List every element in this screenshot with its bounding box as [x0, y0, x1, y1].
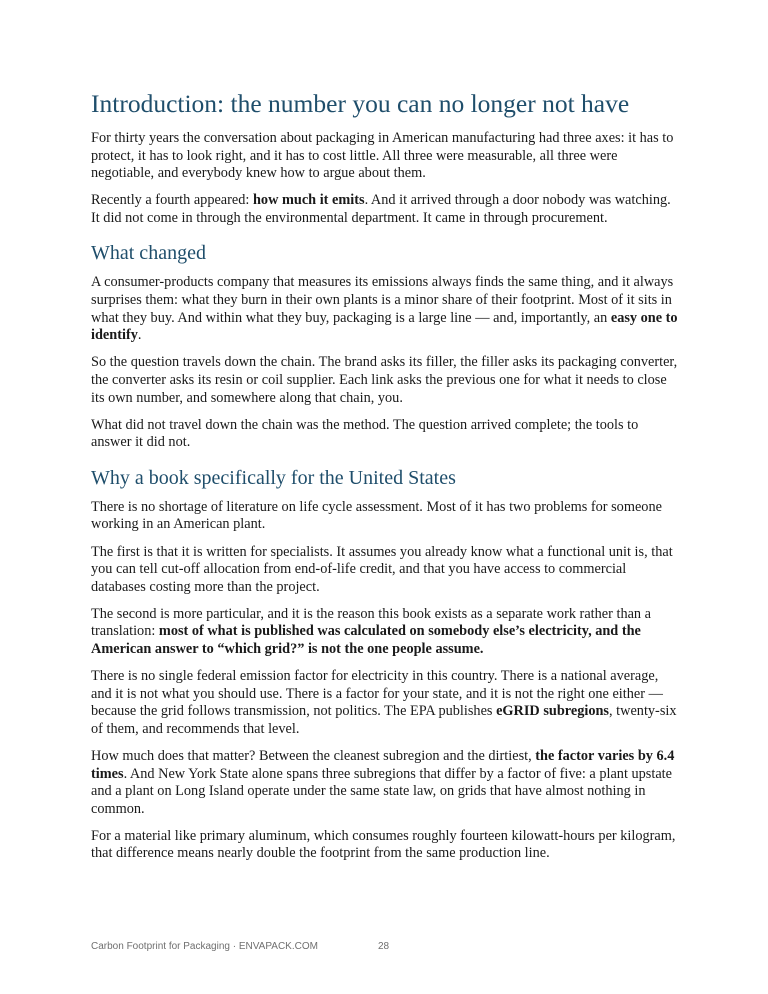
intro-paragraph-2 — [91, 192, 681, 227]
text-run: There is no single federal emission factor for electricity in this country. There is a national average, and it is not what you should use. There is a factor for your state, and it is not the right one either — because the grid follows transmission, not politics. The EPA publishes — [91, 668, 663, 720]
footer-title: Carbon Footprint for Packaging · ENVAPACK.COM — [91, 941, 318, 952]
section-heading-what-changed: What changed — [91, 242, 206, 265]
text-run: . And New York State alone spans three subregions that differ by a factor of five: a plant upstate and a plant on Long Island operate under the same state law, on grids that have almost nothing in common. — [91, 765, 673, 817]
intro-paragraph-1: For thirty years the conversation about packaging in American manufacturing had three axes: it has to protect, it has to look right, and it has to cost little. All three were measurable, all three were negotiable, and everybody knew how to argue about them. — [91, 130, 674, 182]
text-run: , twenty-six of them, and recommends that level. — [91, 703, 677, 737]
text-run: How much does that matter? Between the cleanest subregion and the dirtiest, — [91, 747, 536, 764]
page-body — [91, 88, 681, 873]
why-us-paragraph-1: There is no shortage of literature on life cycle assessment. Most of it has two problems for someone working in an American plant. — [91, 498, 662, 533]
why-us-paragraph-2: The first is that it is written for specialists. It assumes you already know what a functional unit is, that you can tell cut-off allocation from end-of-life credit, and that you have access to commercial databases costing more than the project. — [91, 543, 673, 595]
text-run: Recently a fourth appeared: — [91, 192, 253, 209]
text-run: A consumer-products company that measures its emissions always finds the same thing, and it always surprises them: what they burn in their own plants is a minor share of their footprint. Most of it sits in what they buy. And within what they buy, packaging is a large line — and, importantly, an — [91, 274, 674, 326]
why-us-paragraph-6: For a material like primary aluminum, which consumes roughly fourteen kilowatt-hours per kilogram, that difference means nearly double the footprint from the same production line. — [91, 827, 676, 862]
text-run: The second is more particular, and it is the reason this book exists as a separate work rather than a translation: — [91, 605, 652, 640]
chapter-title: Introduction: the number you can no longer not have — [91, 89, 630, 118]
bold-phrase: the factor varies by 6.4 times — [91, 747, 675, 782]
why-us-paragraph-4 — [91, 668, 681, 738]
bold-phrase: easy one to identify — [91, 309, 678, 344]
what-changed-paragraph-3: What did not travel down the chain was the method. The question arrived complete; the tools to answer it did not. — [91, 416, 639, 451]
what-changed-paragraph-2: So the question travels down the chain. The brand asks its filler, the filler asks its packaging converter, the converter asks its resin or coil supplier. Each link asks the previous one for what it needs to close its own number, and somewhere along that chain, you. — [91, 354, 678, 406]
text-run: . — [137, 327, 142, 344]
page-number: 28 — [378, 941, 390, 952]
why-us-paragraph-3 — [91, 606, 681, 659]
page-footer — [91, 941, 390, 952]
section-heading-why-us: Why a book specifically for the United States — [91, 466, 456, 489]
what-changed-paragraph-1 — [91, 274, 681, 344]
bold-phrase: most of what is published was calculated on somebody else’s electricity, and the American answer to “which grid?” is not the one people assume. — [91, 623, 641, 657]
bold-phrase: how much it emits — [252, 192, 365, 209]
bold-phrase: eGRID subregions — [496, 703, 609, 720]
why-us-paragraph-5 — [91, 748, 681, 818]
text-run: . And it arrived through a door nobody was watching. It did not come in through the environmental department. It came in through procurement. — [91, 192, 671, 226]
